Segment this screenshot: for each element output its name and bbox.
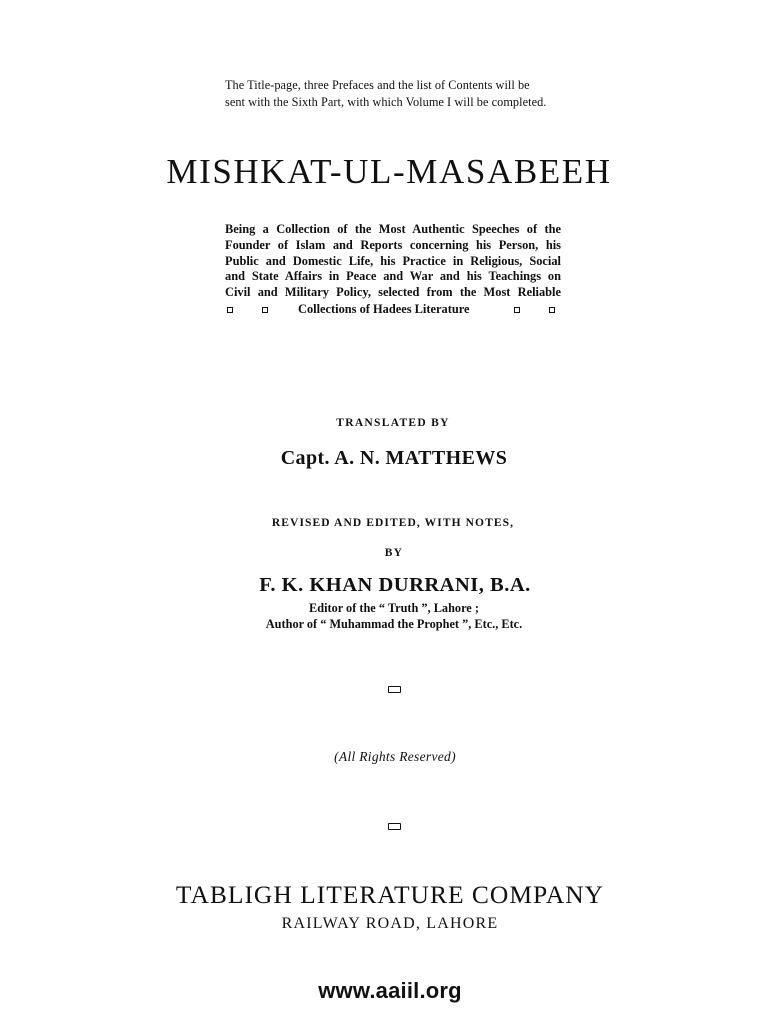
editor-name: F. K. KHAN DURRANI, B.A. xyxy=(259,574,531,596)
description-line: and State Affairs in Peace and War and his Teachings on xyxy=(225,269,561,284)
description-line: Civil and Military Policy, selected from the Most Reliable xyxy=(225,285,561,300)
translator-name: Capt. A. N. MATTHEWS xyxy=(280,447,508,469)
book-title: MISHKAT-UL-MASABEEH xyxy=(166,152,612,191)
editor-credential: Author of “ Muhammad the Prophet ”, Etc., Etc. xyxy=(265,617,523,631)
square-ornament-icon xyxy=(262,307,268,313)
rights-notice: (All Rights Reserved) xyxy=(334,749,456,764)
notice-line-1: The Title-page, three Prefaces and the list of Contents will be xyxy=(225,78,530,92)
publication-notice xyxy=(225,77,565,111)
website-watermark: www.aaiil.org xyxy=(318,978,462,1003)
description-line: Founder of Islam and Reports concerning his Person, his xyxy=(225,237,561,252)
by-label: BY xyxy=(384,547,404,559)
square-ornament-icon xyxy=(514,307,520,313)
publisher-name: TABLIGH LITERATURE COMPANY xyxy=(175,880,605,909)
description-line: Collections of Hadees Literature xyxy=(298,302,470,316)
editor-credential: Editor of the “ Truth ”, Lahore ; xyxy=(309,601,479,615)
book-description xyxy=(225,222,561,301)
description-line: Being a Collection of the Most Authentic Speeches of the xyxy=(225,222,561,236)
description-line: Public and Domestic Life, his Practice in Religious, Social xyxy=(225,253,561,268)
translated-by-label: TRANSLATED BY xyxy=(336,417,450,429)
square-ornament-icon xyxy=(227,307,233,313)
square-ornament-icon xyxy=(549,307,555,313)
notice-line-2: sent with the Sixth Part, with which Volume I will be completed. xyxy=(225,95,547,109)
revised-label: REVISED AND EDITED, WITH NOTES, xyxy=(271,517,515,529)
divider-ornament-icon xyxy=(388,823,401,830)
description-last-line xyxy=(225,302,561,318)
publisher-address: RAILWAY ROAD, LAHORE xyxy=(281,915,499,932)
divider-ornament-icon xyxy=(388,686,401,693)
